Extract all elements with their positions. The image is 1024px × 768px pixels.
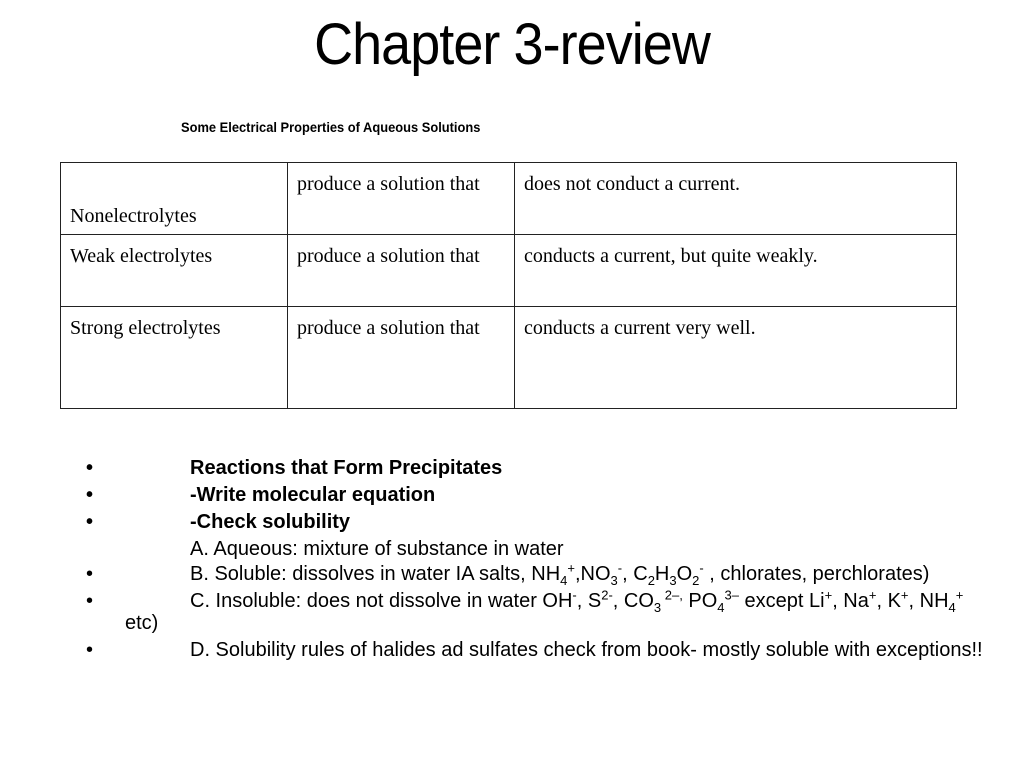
table-cell-result: conducts a current, but quite weakly.: [515, 235, 957, 307]
slide-title: Chapter 3-review: [314, 12, 710, 77]
table-caption: Some Electrical Properties of Aqueous Solutions: [181, 119, 481, 135]
bullet-icon: •: [86, 457, 94, 479]
table-row: [61, 235, 957, 307]
bullet-text: C. Insoluble: does not dissolve in water OH-, $S^{2-}$, $CO_3$ $^{2-,}$ $PO_4^{3-}$ except Li+, Na+, K+, $NH_4^+$ etc): [125, 587, 964, 634]
bullet-item-halides: [0, 639, 1024, 661]
bullet-item: [0, 482, 1024, 509]
table-cell-middle: produce a solution that: [288, 163, 515, 235]
bullet-item-soluble: [0, 560, 1024, 588]
table-cell-result: does not conduct a current.: [515, 163, 957, 235]
bullet-item: [0, 455, 1024, 482]
electrical-properties-table: [60, 162, 957, 409]
table-cell-middle: produce a solution that: [288, 235, 515, 307]
cell-text: Nonelectrolytes: [70, 205, 197, 227]
table-row: [61, 163, 957, 235]
bullet-icon: •: [86, 511, 94, 533]
bullet-text: D. Solubility rules of halides ad sulfates check from book- mostly soluble with exceptions!!: [190, 639, 983, 661]
bullet-icon: •: [86, 484, 94, 506]
bullet-text: Reactions that Form Precipitates: [190, 457, 503, 479]
bullet-item-insoluble: [0, 587, 1024, 634]
bullet-text: B. Soluble: dissolves in water IA salts, $NH_4^+,NO_3^-$, $C_2H_3O_2^-$ , chlorates, perchlorates): [190, 560, 930, 588]
bullet-item: [0, 509, 1024, 536]
table-cell-type: Strong electrolytes: [61, 307, 288, 409]
bullet-icon: •: [86, 639, 94, 661]
bullet-text: A. Aqueous: mixture of substance in water: [190, 538, 564, 560]
bullet-icon: •: [86, 563, 94, 585]
table-row: [61, 307, 957, 409]
bullet-list: [0, 455, 1024, 666]
table-cell-middle: produce a solution that: [288, 307, 515, 409]
table-cell-result: conducts a current very well.: [515, 307, 957, 409]
bullet-text: -Write molecular equation: [190, 484, 436, 506]
table-cell-type: [61, 163, 288, 235]
bullet-text: -Check solubility: [190, 511, 351, 533]
bullet-item-no-marker: [0, 536, 1024, 563]
bullet-icon: •: [86, 590, 94, 612]
table-cell-type: Weak electrolytes: [61, 235, 288, 307]
